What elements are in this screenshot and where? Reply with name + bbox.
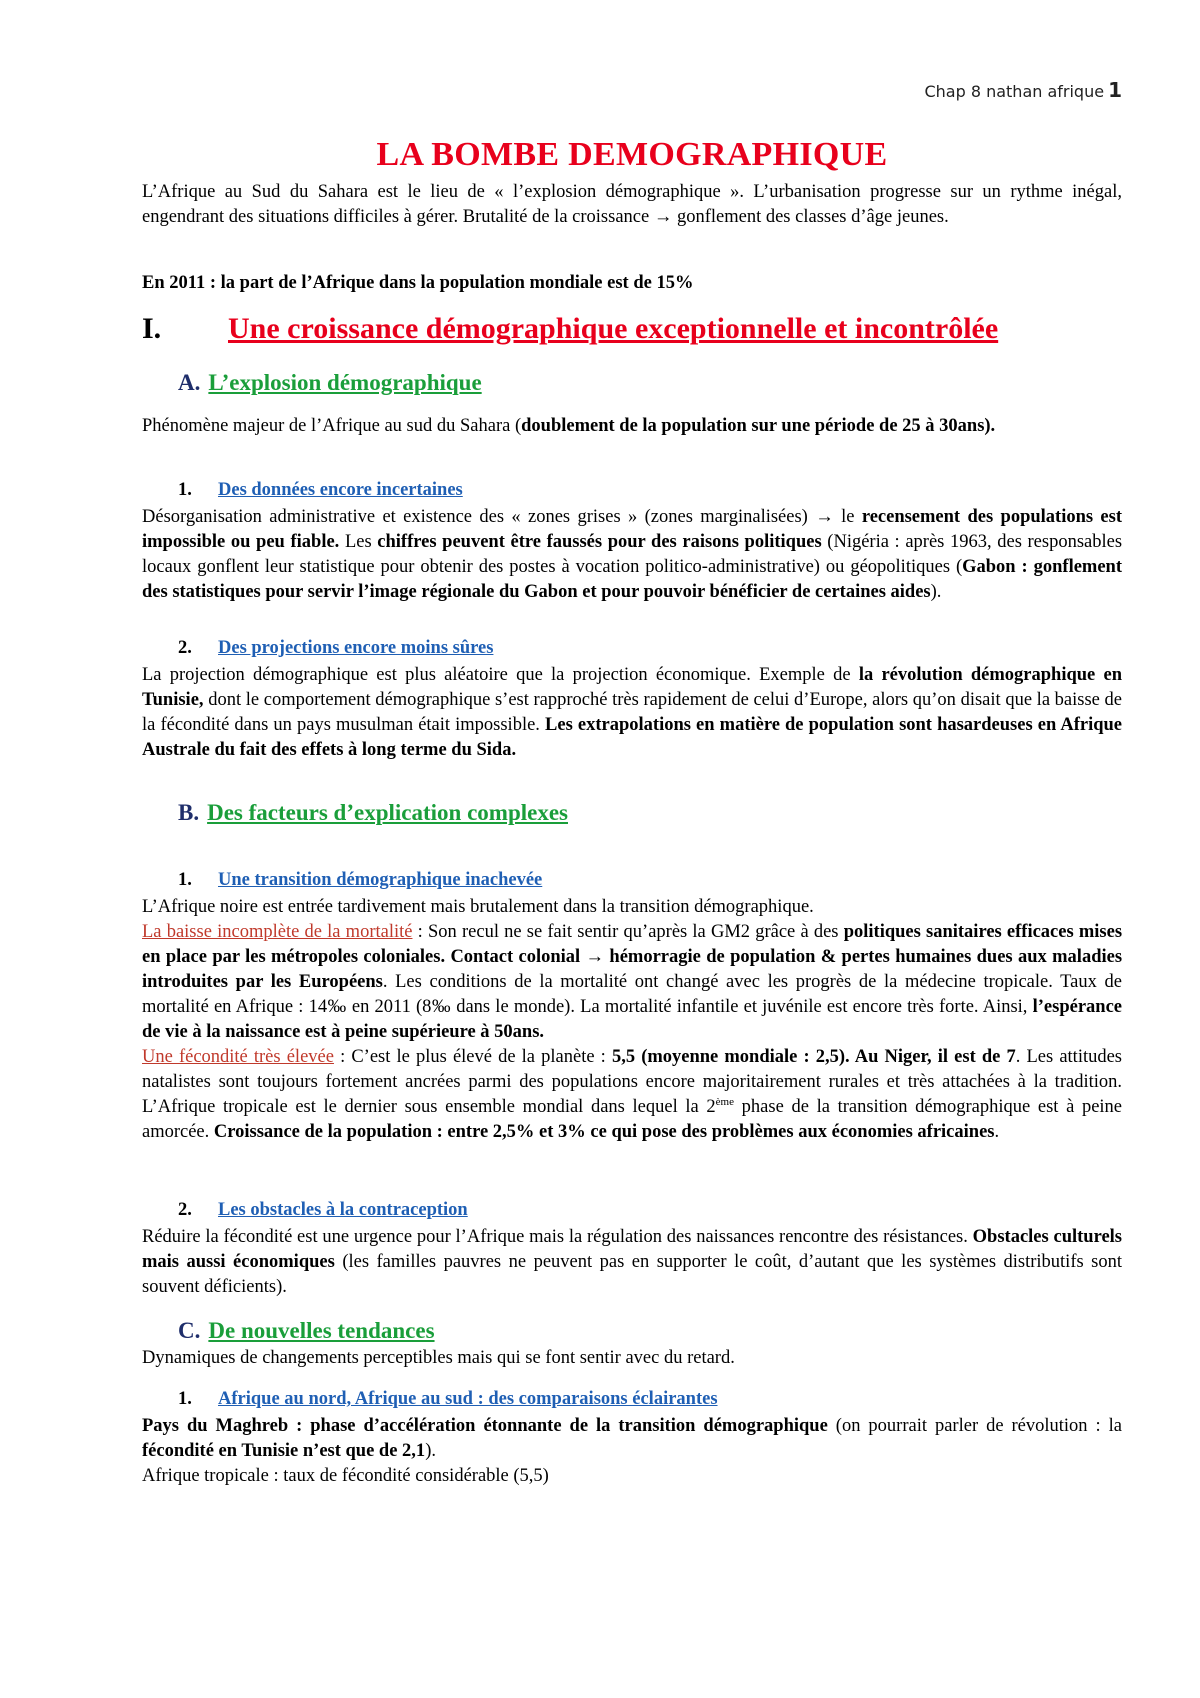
paragraph-a1: Désorganisation administrative et existence des « zones grises » (zones marginalisées) → le recensement des populations est impossible ou peu fiable. Les chiffres peuvent être faussés pour des raisons politiques (Nigéria : après 1963, des responsables locaux gonflent leur statistique pour obtenir des postes à vocation politico-administrative) ou géopolitiques (Gabon : gonflement des statistiques pour servir l’image régionale du Gabon et pour pouvoir bénéficier de certaines aides). xyxy=(142,507,1123,602)
arrow-icon: → xyxy=(815,507,834,527)
header-text: Chap 8 nathan afrique xyxy=(924,82,1105,101)
intro-stat: En 2011 : la part de l’Afrique dans la population mondiale est de 15% xyxy=(142,273,694,293)
arrow-icon: → xyxy=(653,207,673,227)
subsection-heading-a: A. L’explosion démographique xyxy=(178,370,482,395)
paragraph-b1: L’Afrique noire est entrée tardivement mais brutalement dans la transition démographique. La baisse incomplète de la mortalité : Son recul ne se fait sentir qu’après la GM2 grâce à des politiques sanitaires efficaces mises en place par les métropoles coloniales. Contact colonial → hémorragie de population & pertes humaines dues aux maladies introduites par les Européens. Les conditions de la mortalité ont changé avec les progrès de la médecine tropicale. Taux de mortalité en Afrique : 14‰ en 2011 (8‰ dans le monde). La mortalité infantile et juvénile est encore très forte. Ainsi, l’espérance de vie à la naissance est à peine supérieure à 50ans. Une fécondité très élevée : C’est le plus élevé de la planète : 5,5 (moyenne mondiale : 2,5). Au Niger, il est de 7. Les attitudes natalistes sont toujours fortement ancrées parmi des populations encore majoritairement rurales et très attachées à la tradition. L’Afrique tropicale est le dernier sous ensemble mondial dans lequel la 2ème phase de la transition démographique est à peine amorcée. Croissance de la population : entre 2,5% et 3% ce qui pose des problèmes aux économies africaines. xyxy=(142,897,1123,1142)
page-header xyxy=(924,78,1122,102)
heading-a2: 2. Des projections encore moins sûres xyxy=(178,638,494,658)
document-title: LA BOMBE DEMOGRAPHIQUE xyxy=(376,136,888,173)
paragraph-c1: Pays du Maghreb : phase d’accélération étonnante de la transition démographique (on pourrait parler de révolution : la fécondité en Tunisie n’est que de 2,1). Afrique tropicale : taux de fécondité considérable (5,5) xyxy=(142,1416,1122,1486)
arrow-icon: → xyxy=(585,947,605,967)
paragraph-a: Phénomène majeur de l’Afrique au sud du Sahara (doublement de la population sur une période de 25 à 30ans). xyxy=(142,416,996,436)
paragraph-a2: La projection démographique est plus aléatoire que la projection économique. Exemple de la révolution démographique en Tunisie, dont le comportement démographique s’est rapproché très rapidement de celui d’Europe, alors qu’on disait que la baisse de la fécondité dans un pays musulman était impossible. Les extrapolations en matière de population sont hasardeuses en Afrique Australe du fait des effets à long terme du Sida. xyxy=(142,665,1123,760)
heading-a1: 1. Des données encore incertaines xyxy=(178,480,463,500)
heading-b1: 1. Une transition démographique inachevée xyxy=(178,870,543,890)
subsection-heading-c: C. De nouvelles tendances xyxy=(178,1318,435,1343)
paragraph-b2: Réduire la fécondité est une urgence pour l’Afrique mais la régulation des naissances rencontre des résistances. Obstacles culturels mais aussi économiques (les familles pauvres ne peuvent pas en supporter le coût, d’autant que les systèmes distributifs sont souvent déficients). xyxy=(142,1227,1123,1297)
section-heading-1: I. Une croissance démographique exceptionnelle et incontrôlée xyxy=(142,312,999,345)
heading-b2: 2. Les obstacles à la contraception xyxy=(178,1200,468,1220)
paragraph-c: Dynamiques de changements perceptibles mais qui se font sentir avec du retard. xyxy=(142,1348,735,1368)
intro-paragraph: L’Afrique au Sud du Sahara est le lieu de « l’explosion démographique ». L’urbanisation progresse sur un rythme inégal, engendrant des situations difficiles à gérer. Brutalité de la croissance → gonflement des classes d’âge jeunes. xyxy=(142,182,1122,227)
subsection-heading-b: B. Des facteurs d’explication complexes xyxy=(178,800,568,825)
heading-c1: 1. Afrique au nord, Afrique au sud : des comparaisons éclairantes xyxy=(178,1389,718,1409)
page-number: 1 xyxy=(1108,78,1122,102)
